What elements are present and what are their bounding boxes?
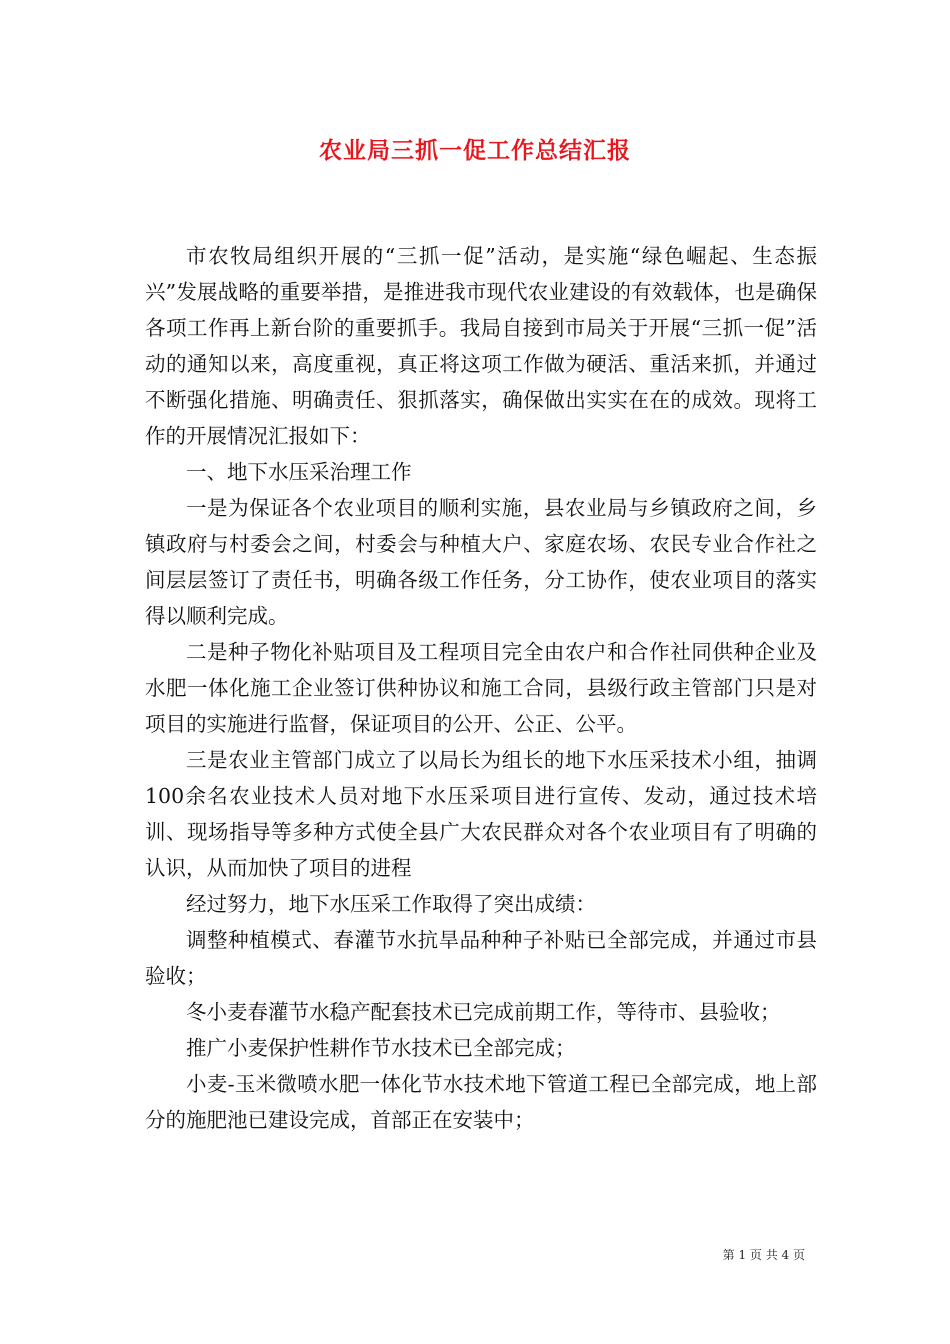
document-body bbox=[145, 238, 817, 1138]
section-heading: 一、地下水压采治理工作 bbox=[186, 460, 412, 484]
paragraph-item: 三是农业主管部门成立了以局长为组长的地下水压采技术小组，抽调100余名农业技术人员对地下水压采项目进行宣传、发动，通过技术培训、现场指导等多种方式使全县广大农民群众对各个农业项目有了明确的认识，从而加快了项目的进程 bbox=[145, 748, 817, 880]
paragraph-item: 经过努力，地下水压采工作取得了突出成绩： bbox=[186, 892, 596, 916]
paragraph-item: 冬小麦春灌节水稳产配套技术已完成前期工作，等待市、县验收； bbox=[186, 1000, 781, 1024]
page-number-footer: 第 1 页 共 4 页 bbox=[722, 1248, 805, 1262]
paragraph-item: 二是种子物化补贴项目及工程项目完全由农户和合作社同供种企业及水肥一体化施工企业签订供种协议和施工合同，县级行政主管部门只是对项目的实施进行监督，保证项目的公开、公正、公平。 bbox=[145, 640, 817, 736]
paragraph-item: 小麦-玉米微喷水肥一体化节水技术地下管道工程已全部完成，地上部分的施肥池已建设完成，首部正在安装中； bbox=[145, 1072, 817, 1132]
paragraph-item: 推广小麦保护性耕作节水技术已全部完成； bbox=[186, 1036, 576, 1060]
paragraph-item: 一是为保证各个农业项目的顺利实施，县农业局与乡镇政府之间，乡镇政府与村委会之间，村委会与种植大户、家庭农场、农民专业合作社之间层层签订了责任书，明确各级工作任务，分工协作，使农业项目的落实得以顺利完成。 bbox=[145, 496, 817, 628]
intro-paragraph: 市农牧局组织开展的“三抓一促”活动，是实施“绿色崛起、生态振兴”发展战略的重要举措，是推进我市现代农业建设的有效载体，也是确保各项工作再上新台阶的重要抓手。我局自接到市局关于开展“三抓一促”活动的通知以来，高度重视，真正将这项工作做为硬活、重活来抓，并通过不断强化措施、明确责任、狠抓落实，确保做出实实在在的成效。现将工作的开展情况汇报如下： bbox=[145, 244, 817, 448]
document-title: 农业局三抓一促工作总结汇报 bbox=[319, 137, 631, 164]
paragraph-item: 调整种植模式、春灌节水抗旱品种种子补贴已全部完成，并通过市县验收； bbox=[145, 928, 817, 988]
